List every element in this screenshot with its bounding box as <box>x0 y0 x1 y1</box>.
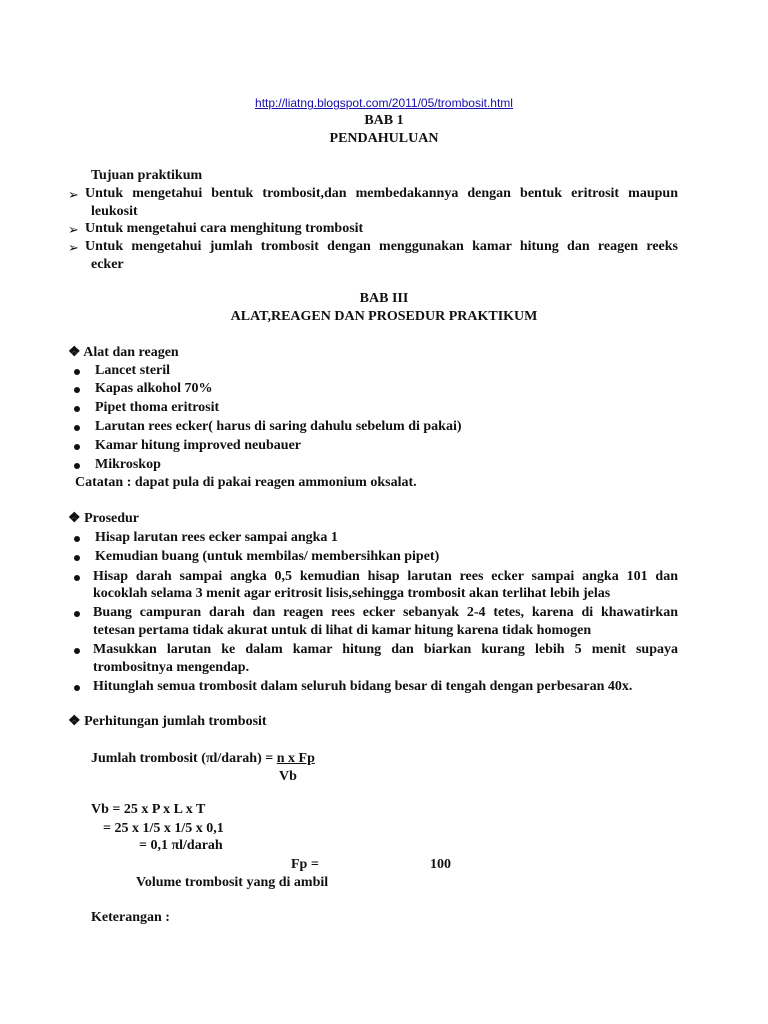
alat-item: Kamar hitung improved neubauer <box>95 438 302 453</box>
diamond-bullet-icon: ❖ <box>68 511 81 526</box>
jumlah-formula <box>91 750 315 768</box>
bullet-dot-icon <box>74 648 80 654</box>
bullet-dot-icon <box>74 536 80 542</box>
arrow-bullet-icon: ➢ <box>68 187 79 202</box>
jumlah-formula-lhs: Jumlah trombosit (πl/darah) = <box>91 751 277 766</box>
perhitungan-title: Perhitungan jumlah trombosit <box>84 714 267 729</box>
bullet-dot-icon <box>74 369 80 375</box>
alat-item: Kapas alkohol 70% <box>95 381 213 396</box>
tujuan-item-1-line2: leukosit <box>91 204 138 219</box>
bullet-dot-icon <box>74 611 80 617</box>
alat-item: Lancet steril <box>95 363 171 378</box>
prosedur-item-3-line2: kocoklah selama 3 menit agar eritrosit lisis,sehingga trombosit akan terlihat lebih jelas <box>93 586 611 601</box>
bullet-dot-icon <box>74 555 80 561</box>
fp-value: 100 <box>430 857 451 872</box>
source-url-link[interactable]: http://liatng.blogspot.com/2011/05/trombosit.html <box>255 96 513 110</box>
vb-formula-line1: Vb = 25 x P x L x T <box>91 802 206 817</box>
bullet-dot-icon <box>74 425 80 431</box>
tujuan-item-2: Untuk mengetahui cara menghitung trombosit <box>85 221 364 236</box>
vb-formula-line3: = 0,1 πl/darah <box>139 838 223 853</box>
bullet-dot-icon <box>74 444 80 450</box>
tujuan-item-1-line1: Untuk mengetahui bentuk trombosit,dan membedakannya dengan bentuk eritrosit maupun <box>85 186 678 201</box>
bullet-dot-icon <box>74 463 80 469</box>
fp-label: Fp = <box>291 857 319 872</box>
diamond-bullet-icon: ❖ <box>68 714 81 729</box>
prosedur-item-5-line2: trombositnya mengendap. <box>93 660 250 675</box>
prosedur-item-4-line1: Buang campuran darah dan reagen rees ecker sebanyak 2-4 tetes, karena di khawatirkan <box>93 605 678 620</box>
prosedur-item-4-line2: tetesan pertama tidak akurat untuk di lihat di kamar hitung karena tidak homogen <box>93 623 592 638</box>
prosedur-item-2: Kemudian buang (untuk membilas/ membersihkan pipet) <box>95 549 440 564</box>
prosedur-item-1: Hisap larutan rees ecker sampai angka 1 <box>95 530 338 545</box>
prosedur-item-6: Hitunglah semua trombosit dalam seluruh bidang besar di tengah dengan perbesaran 40x. <box>93 679 633 694</box>
diamond-bullet-icon: ❖ <box>68 345 81 360</box>
bab3-title: ALAT,REAGEN DAN PROSEDUR PRAKTIKUM <box>230 309 538 324</box>
tujuan-item-3-line2: ecker <box>91 257 124 272</box>
bullet-dot-icon <box>74 406 80 412</box>
alat-item: Pipet thoma eritrosit <box>95 400 220 415</box>
arrow-bullet-icon: ➢ <box>68 240 79 255</box>
vb-formula-line2: = 25 x 1/5 x 1/5 x 0,1 <box>103 821 224 836</box>
bab1-heading: BAB 1 <box>364 113 404 128</box>
bullet-dot-icon <box>74 685 80 691</box>
prosedur-section-title <box>68 510 139 528</box>
bullet-dot-icon <box>74 387 80 393</box>
prosedur-title: Prosedur <box>84 511 140 526</box>
catatan-note: Catatan : dapat pula di pakai reagen ammonium oksalat. <box>75 475 417 490</box>
alat-section-title <box>68 344 179 362</box>
jumlah-formula-denominator: Vb <box>279 769 297 784</box>
arrow-bullet-icon: ➢ <box>68 222 79 237</box>
prosedur-item-5-line1: Masukkan larutan ke dalam kamar hitung dan biarkan kurang lebih 5 menit supaya <box>93 642 678 657</box>
tujuan-title: Tujuan praktikum <box>91 168 203 183</box>
alat-item: Larutan rees ecker( harus di saring dahulu sebelum di pakai) <box>95 419 462 434</box>
prosedur-item-3-line1: Hisap darah sampai angka 0,5 kemudian hisap larutan rees ecker sampai angka 101 dan <box>93 569 678 584</box>
alat-title: Alat dan reagen <box>83 345 179 360</box>
jumlah-formula-numerator: n x Fp <box>276 751 315 766</box>
bullet-dot-icon <box>74 575 80 581</box>
keterangan-label: Keterangan : <box>91 910 170 925</box>
alat-item: Mikroskop <box>95 457 161 472</box>
fp-denominator: Volume trombosit yang di ambil <box>136 875 329 890</box>
bab1-title: PENDAHULUAN <box>329 131 439 146</box>
tujuan-item-3-line1: Untuk mengetahui jumlah trombosit dengan menggunakan kamar hitung dan reagen reeks <box>85 239 678 254</box>
perhitungan-section-title <box>68 713 267 731</box>
bab3-heading: BAB III <box>359 291 409 306</box>
